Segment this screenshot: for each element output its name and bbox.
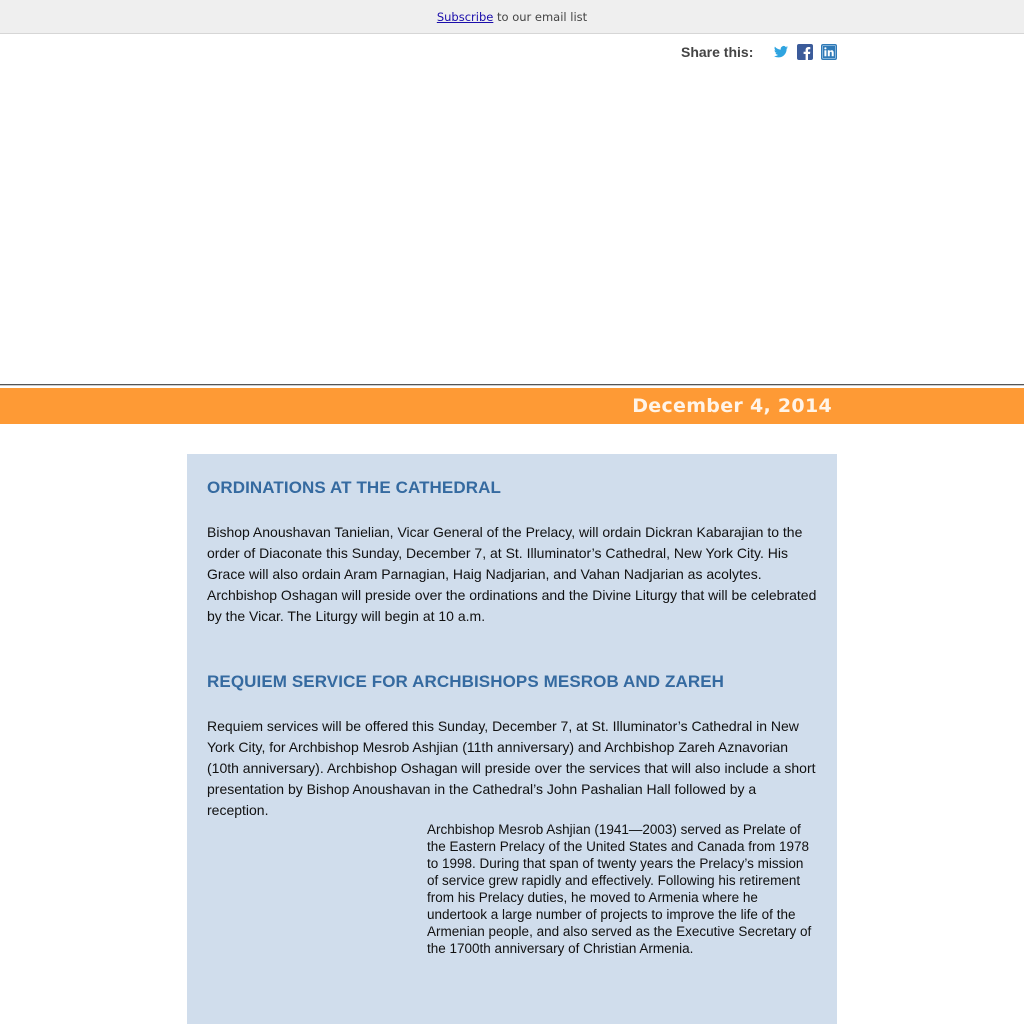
article-body: Requiem services will be offered this Sunday, December 7, at St. Illuminator’s Cathedral in New York City, for Archbishop Mesrob Ashjian (11th anniversary) and Archbishop Zareh Aznavorian (10th anniversary). Archbishop Oshagan will preside over the services that will also include a short presentation by Bishop Anoushavan in the Cathedral’s John Pashalian Hall followed by a reception. [207,718,816,818]
article-title: REQUIEM SERVICE FOR ARCHBISHOPS MESROB AND ZAREH [207,672,725,691]
share-bar [681,44,837,60]
share-label: Share this: [681,44,754,60]
top-bar [0,0,1024,34]
issue-date: December 4, 2014 [632,395,832,417]
linkedin-icon[interactable] [821,44,837,60]
date-bar [0,388,1024,424]
subscribe-text: to our email list [493,10,588,24]
subscribe-link[interactable]: Subscribe [436,10,494,24]
newsletter-content [187,454,837,1024]
header-divider [0,384,1024,386]
twitter-icon[interactable] [773,44,789,60]
facebook-icon[interactable] [797,44,813,60]
photo-caption: Archbishop Mesrob Ashjian (1941—2003) served as Prelate of the Eastern Prelacy of the United States and Canada from 1978 to 1998. During that span of twenty years the Prelacy’s mission of service grew rapidly and effectively. Following his retirement from his Prelacy duties, he moved to Armenia where he undertook a large number of projects to improve the life of the Armenian people, and also served as the Executive Secretary of the 1700th anniversary of Christian Armenia. [427,822,812,956]
article-title: ORDINATIONS AT THE CATHEDRAL [207,478,501,497]
article-body: Bishop Anoushavan Tanielian, Vicar General of the Prelacy, will ordain Dickran Kabarajian to the order of Diaconate this Sunday, December 7, at St. Illuminator’s Cathedral, New York City. His Grace will also ordain Aram Parnagian, Haig Nadjarian, and Vahan Nadjarian as acolytes. Archbishop Oshagan will preside over the ordinations and the Divine Liturgy that will be celebrated by the Vicar. The Liturgy will begin at 10 a.m. [207,524,817,624]
